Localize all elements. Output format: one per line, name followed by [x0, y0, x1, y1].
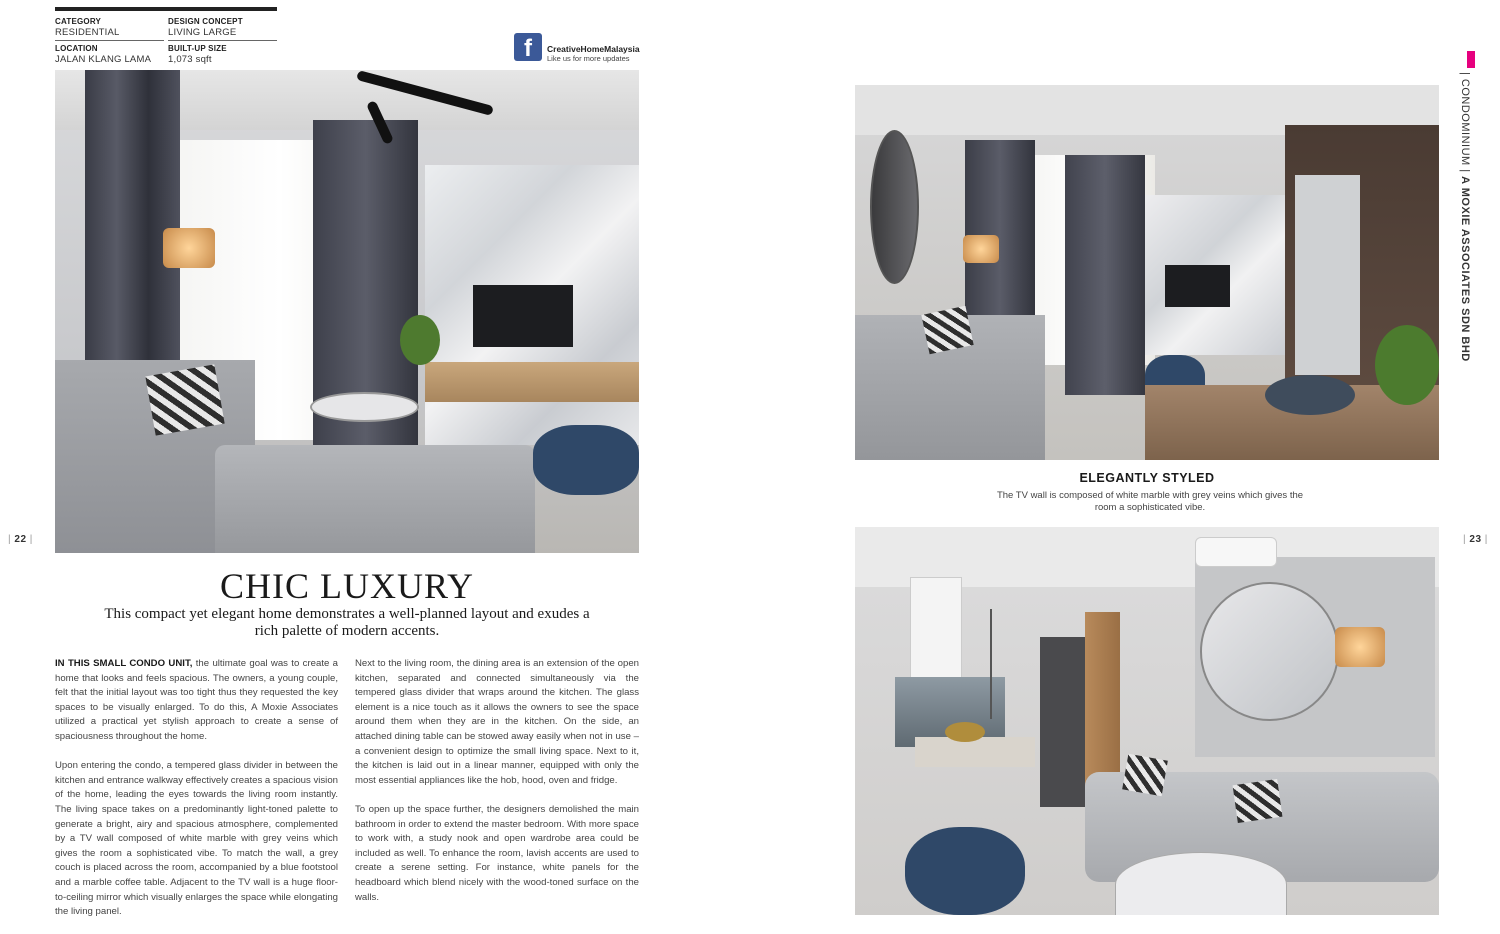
- category-label: CATEGORY: [55, 17, 102, 26]
- section-label-prefix: | CONDOMINIUM |: [1459, 72, 1471, 173]
- company-name: A MOXIE ASSOCIATES SDN BHD: [1459, 176, 1471, 362]
- body-column-2: [355, 657, 639, 920]
- info-divider: [168, 40, 277, 41]
- page-number-left: | 22 |: [8, 534, 33, 545]
- caption-text: The TV wall is composed of white marble with grey veins which gives the room a sophisticated vibe.: [996, 490, 1304, 513]
- facebook-icon[interactable]: f: [514, 33, 542, 61]
- accent-tab: [1467, 51, 1475, 68]
- body-column-1: [55, 657, 338, 934]
- project-info: [55, 17, 277, 65]
- paragraph: Next to the living room, the dining area is an extension of the open kitchen, separated and connected simultaneously via the tempered glass divider that wraps around the kitchen. The glass element is a nice touch as it allows the owners to see the space around them when they are in the kitchen. On the side, an attached dining table can be stowed away easily when not in use – a convenient design to optimize the small living space. Next to it, the kitchen is laid out in a linear manner, equipped with only the most essential appliances like the hob, hood, oven and fridge.: [355, 658, 639, 786]
- paragraph-text: the ultimate goal was to create a home that looks and feels spacious. The owners, a young couple, felt that the initial layout was too tight thus they requested the key spaces to be visually enlarged. To do this, A Moxie Associates utilized a practical yet stylish approach to create a sense of spaciousness throughout the home.: [55, 658, 339, 742]
- page-number-right-value: 23: [1469, 534, 1482, 545]
- category-cell: [55, 17, 164, 41]
- lead-in: IN THIS SMALL CONDO UNIT,: [55, 658, 193, 669]
- living-room-wide-photo: [855, 85, 1439, 460]
- size-value: 1,073 sqft: [168, 54, 212, 65]
- facebook-page-name[interactable]: CreativeHomeMalaysia: [547, 44, 640, 54]
- location-label: LOCATION: [55, 44, 98, 53]
- facebook-tagline: Like us for more updates: [547, 54, 630, 63]
- info-divider: [55, 40, 164, 41]
- living-room-photo: [55, 70, 639, 553]
- caption-title: ELEGANTLY STYLED: [1079, 471, 1215, 485]
- concept-label: DESIGN CONCEPT: [168, 17, 243, 26]
- paragraph: To open up the space further, the designers demolished the main bathroom in order to extend the master bedroom. With more space to work with, a study nook and open wardrobe area could be included as well. To enhance the room, lavish accents are used to create a serene setting. For instance, white panels for the headboard which blend nicely with the wood-toned surface on the walls.: [355, 803, 639, 903]
- side-section-label: [1459, 72, 1471, 362]
- page-number-left-value: 22: [14, 534, 27, 545]
- page-number-right: | 23 |: [1463, 534, 1488, 545]
- article-subtitle: This compact yet elegant home demonstrates a well-planned layout and exudes a rich palette of modern accents.: [104, 606, 590, 639]
- concept-cell: [168, 17, 277, 41]
- paragraph: [55, 657, 338, 745]
- article-title: CHIC LUXURY: [219, 566, 475, 606]
- location-value: JALAN KLANG LAMA: [55, 54, 152, 65]
- category-value: RESIDENTIAL: [55, 27, 120, 38]
- size-cell: [168, 44, 277, 65]
- dining-living-photo: [855, 527, 1439, 915]
- size-label: BUILT-UP SIZE: [168, 44, 227, 53]
- location-cell: [55, 44, 164, 65]
- concept-value: LIVING LARGE: [168, 27, 237, 38]
- paragraph: Upon entering the condo, a tempered glass divider in between the kitchen and entrance walkway effectively creates a spacious vision of the home, leading the eyes towards the living room instantly. The living space takes on a predominantly light-toned palette to generate a bright, airy and spacious atmosphere, complemented by a TV wall composed of white marble with grey veins which gives the room a sophisticated vibe. To match the wall, a grey couch is placed across the room, accompanied by a blue footstool and a marble coffee table. Adjacent to the TV wall is a huge floor-to-ceiling mirror which visually enlarges the space while elongating the living panel.: [55, 760, 338, 918]
- top-rule: [55, 7, 277, 11]
